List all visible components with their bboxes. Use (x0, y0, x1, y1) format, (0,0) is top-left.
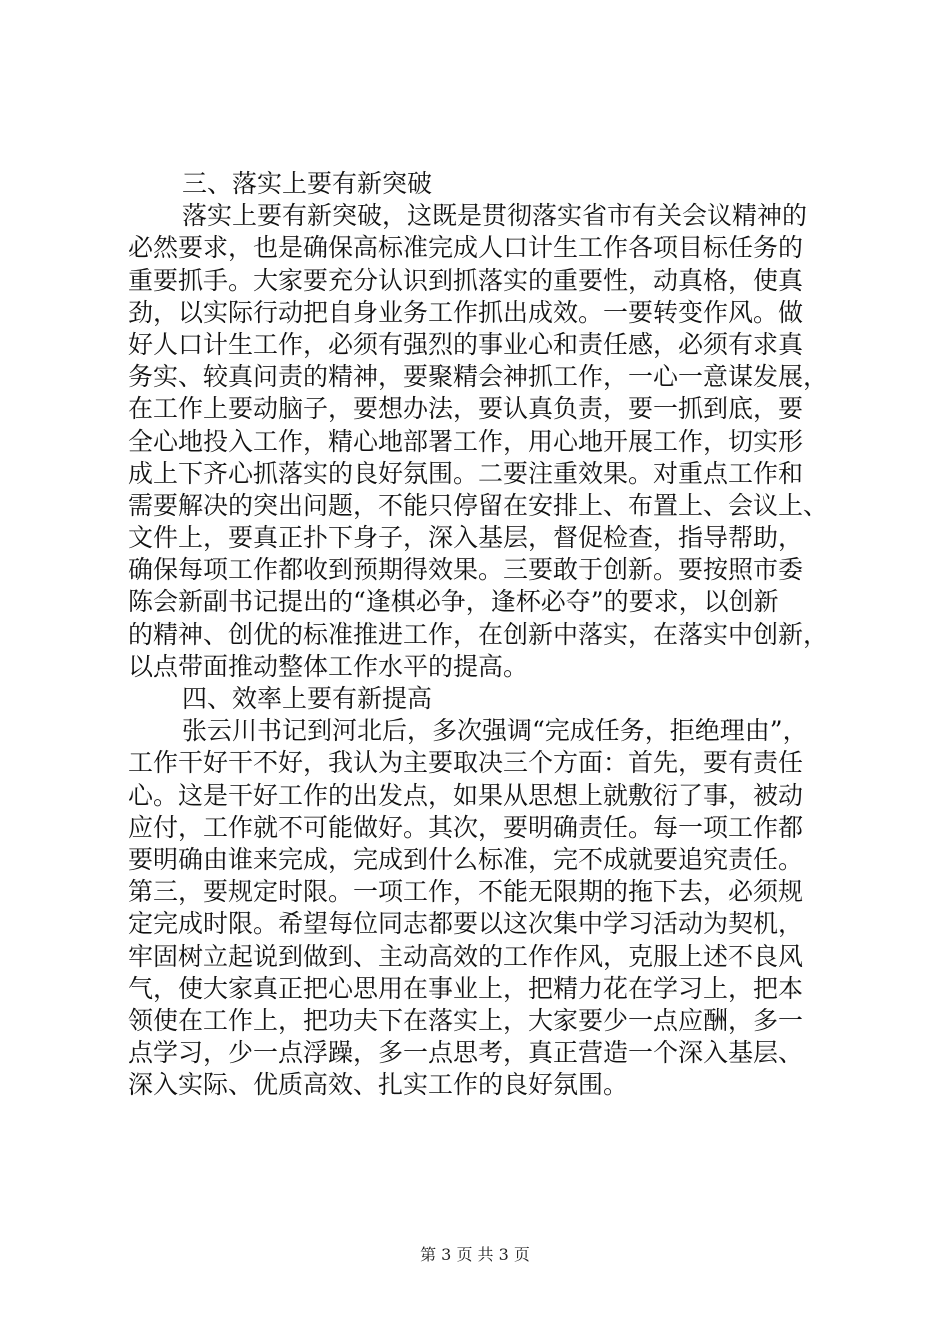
paragraph-line: 必然要求，也是确保高标准完成人口计生工作各项目标任务的 (128, 233, 804, 263)
paragraph-line: 领使在工作上，把功夫下在落实上，大家要少一点应酬，多一 (128, 1005, 804, 1035)
paragraph-line: 点学习，少一点浮躁，多一点思考，真正营造一个深入基层、 (128, 1038, 804, 1068)
paragraph-line: 工作干好干不好，我认为主要取决三个方面：首先，要有责任 (128, 748, 804, 778)
paragraph-line: 深入实际、优质高效、扎实工作的良好氛围。 (128, 1070, 629, 1100)
paragraph-line: 气，使大家真正把心思用在事业上，把精力花在学习上，把本 (128, 973, 804, 1003)
paragraph-line: 务实、较真问责的精神，要聚精会神抓工作，一心一意谋发展， (128, 362, 829, 392)
paragraph-line: 应付，工作就不可能做好。其次，要明确责任。每一项工作都 (128, 812, 804, 842)
page-footer: 第 3 页 共 3 页 (420, 1245, 530, 1264)
paragraph-line: 成上下齐心抓落实的良好氛围。二要注重效果。对重点工作和 (128, 458, 804, 488)
paragraph-line: 落实上要有新突破，这既是贯彻落实省市有关会议精神的 (182, 201, 808, 231)
paragraph-line: 牢固树立起说到做到、主动高效的工作作风，克服上述不良风 (128, 941, 804, 971)
document-body (128, 168, 828, 1101)
paragraph-line: 第三，要规定时限。一项工作，不能无限期的拖下去，必须规 (128, 877, 804, 907)
paragraph-line: 定完成时限。希望每位同志都要以这次集中学习活动为契机， (128, 909, 804, 939)
paragraph-line: 陈会新副书记提出的“逢棋必争，逢杯必夺”的要求，以创新 (128, 587, 779, 617)
paragraph-line: 需要解决的突出问题，不能只停留在安排上、布置上、会议上、 (128, 490, 829, 520)
paragraph-line: 全心地投入工作，精心地部署工作，用心地开展工作，切实形 (128, 426, 804, 456)
paragraph-line: 以点带面推动整体工作水平的提高。 (128, 651, 529, 681)
paragraph-line: 心。这是干好工作的出发点，如果从思想上就敷衍了事，被动 (128, 780, 804, 810)
paragraph-line: 文件上，要真正扑下身子，深入基层，督促检查，指导帮助， (128, 523, 804, 553)
section-heading: 四、效率上要有新提高 (182, 684, 433, 713)
paragraph-line: 张云川书记到河北后，多次强调“完成任务，拒绝理由”， (182, 716, 808, 746)
paragraph-line: 的精神、创优的标准推进工作，在创新中落实，在落实中创新， (128, 619, 829, 649)
paragraph-line: 确保每项工作都收到预期得效果。三要敢于创新。要按照市委 (128, 555, 804, 585)
paragraph (128, 200, 828, 683)
paragraph (128, 715, 828, 1101)
paragraph-line: 在工作上要动脑子，要想办法，要认真负责，要一抓到底，要 (128, 394, 804, 424)
paragraph-line: 劲，以实际行动把自身业务工作抓出成效。一要转变作风。做 (128, 297, 804, 327)
section-heading: 三、落实上要有新突破 (182, 169, 433, 198)
paragraph-line: 重要抓手。大家要充分认识到抓落实的重要性，动真格，使真 (128, 265, 804, 295)
paragraph-line: 好人口计生工作，必须有强烈的事业心和责任感，必须有求真 (128, 329, 804, 359)
paragraph-line: 要明确由谁来完成，完成到什么标准，完不成就要追究责任。 (128, 844, 804, 874)
